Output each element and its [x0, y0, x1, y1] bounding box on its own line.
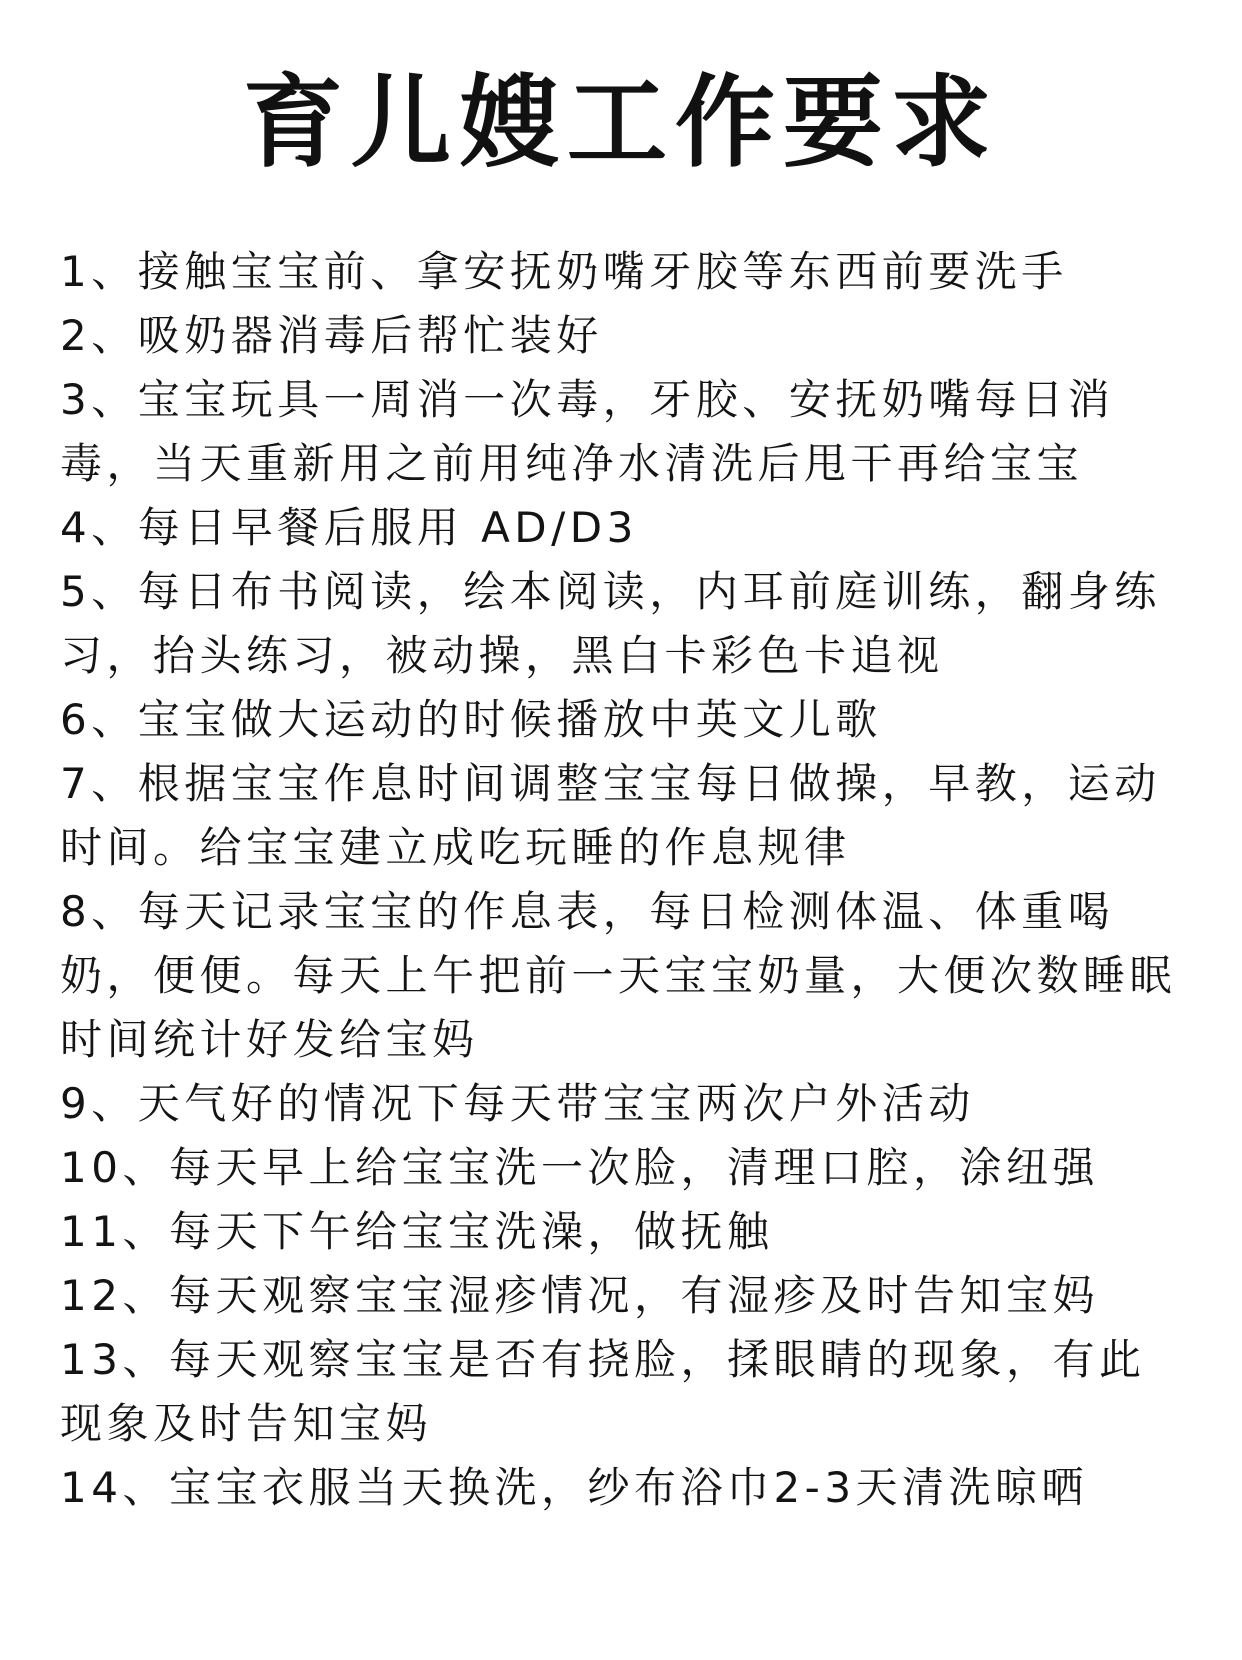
list-item: 4、每日早餐后服用 AD/D3: [60, 503, 638, 552]
list-item: 10、每天早上给宝宝洗一次脸，清理口腔，涂纽强: [60, 1143, 1099, 1192]
list-item: 3、宝宝玩具一周消一次毒，牙胶、安抚奶嘴每日消毒，当天重新用之前用纯净水清洗后甩干再给宝宝: [60, 375, 1115, 488]
requirements-list: [60, 240, 1185, 1520]
list-item: 11、每天下午给宝宝洗澡，做抚触: [60, 1207, 774, 1256]
list-item: 8、每天记录宝宝的作息表，每日检测体温、体重喝奶，便便。每天上午把前一天宝宝奶量，大便次数睡眠时间统计好发给宝妈: [60, 887, 1177, 1064]
page-title: 育儿嫂工作要求: [243, 64, 999, 181]
list-item: 14、宝宝衣服当天换洗，纱布浴巾2-3天清洗晾晒: [60, 1463, 1089, 1512]
list-item: 6、宝宝做大运动的时候播放中英文儿歌: [60, 695, 882, 744]
list-item: 13、每天观察宝宝是否有挠脸，揉眼睛的现象，有此现象及时告知宝妈: [60, 1335, 1146, 1448]
list-item: 7、根据宝宝作息时间调整宝宝每日做操，早教，运动时间。给宝宝建立成吃玩睡的作息规律: [60, 759, 1161, 872]
list-item: 1、接触宝宝前、拿安抚奶嘴牙胶等东西前要洗手: [60, 247, 1068, 296]
list-item: 5、每日布书阅读，绘本阅读，内耳前庭训练，翻身练习，抬头练习，被动操，黑白卡彩色卡追视: [60, 567, 1161, 680]
list-item: 12、每天观察宝宝湿疹情况，有湿疹及时告知宝妈: [60, 1271, 1099, 1320]
list-item: 9、天气好的情况下每天带宝宝两次户外活动: [60, 1079, 975, 1128]
list-item: 2、吸奶器消毒后帮忙装好: [60, 311, 603, 360]
